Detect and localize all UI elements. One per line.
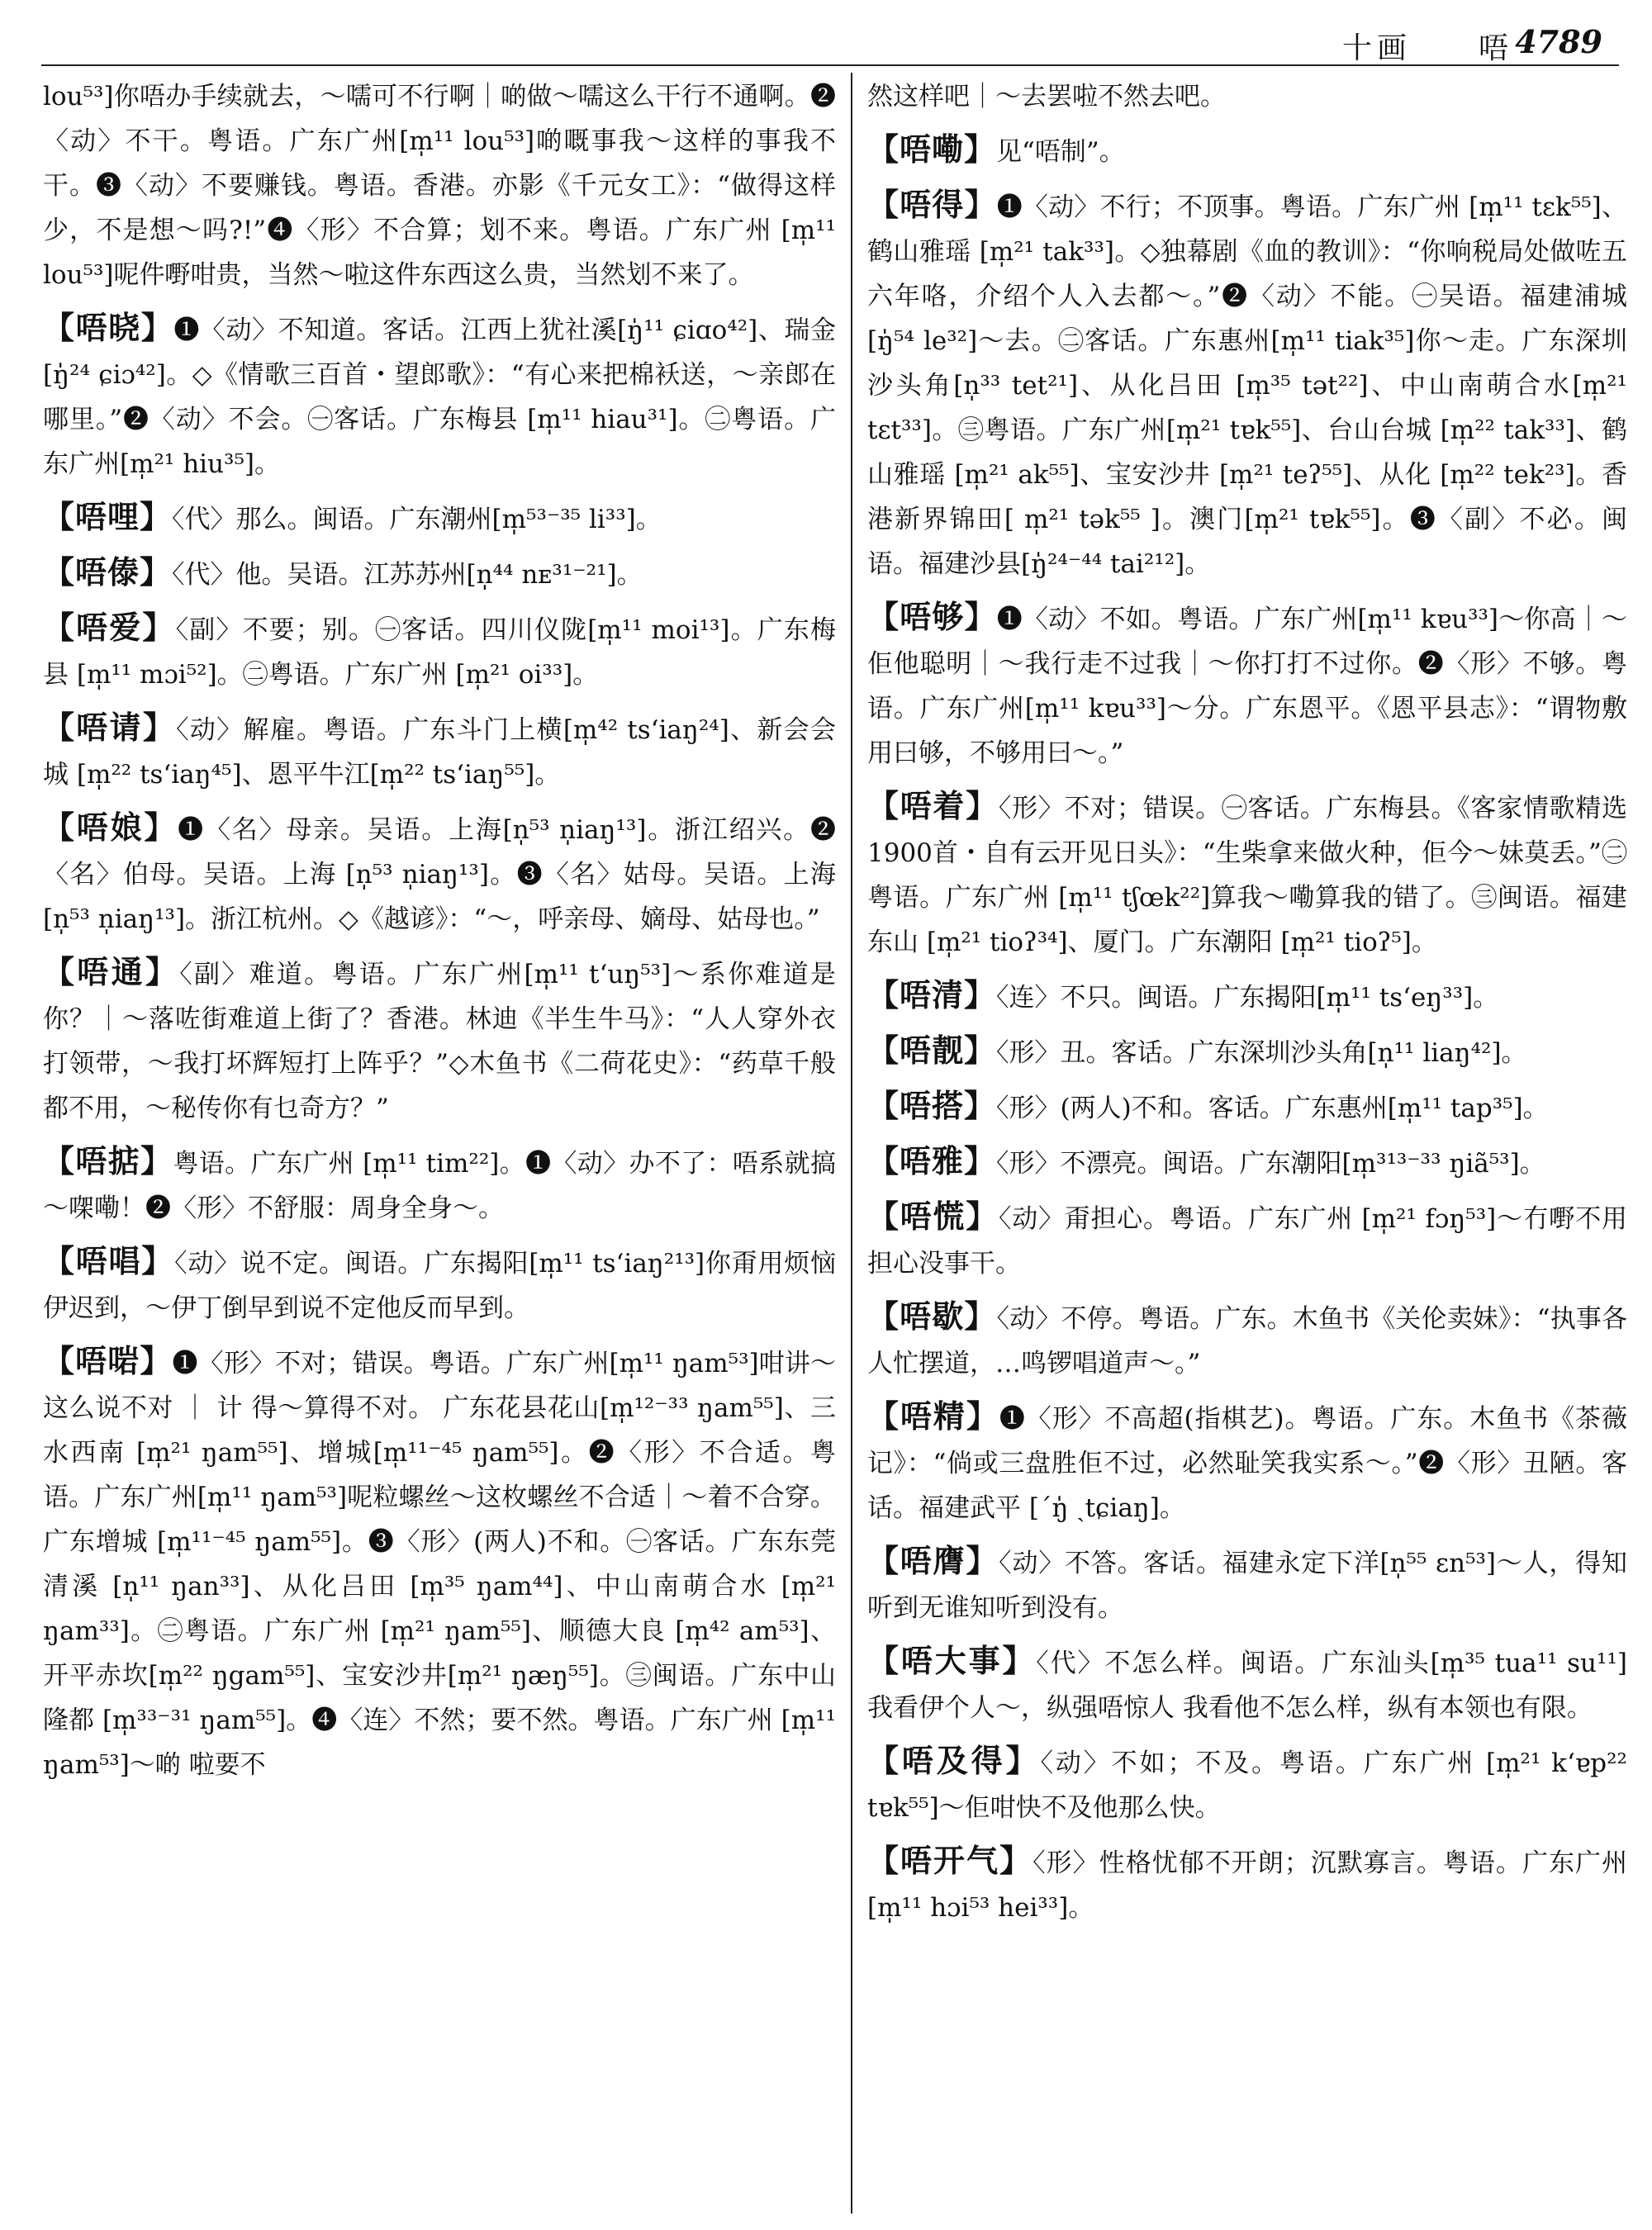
bracket-close: 】 (999, 1842, 1033, 1879)
entry-text: 〈连〉不只。闽语。广东揭阳[m̩¹¹ tsʻeŋ³³]。 (996, 983, 1499, 1013)
bracket-open: 【 (867, 598, 900, 635)
bracket-close: 】 (140, 498, 173, 535)
dictionary-entry (867, 973, 1627, 1020)
entry-text: ❶〈形〉不高超(指棋艺)。粤语。广东。木鱼书《茶薇记》：“倘或三盘胜佢不过，必然耻笑我实系～。”❷〈形〉丑陋。客话。福建武平 [ˊŋ̍ ˏtɕiaŋ]。 (867, 1404, 1627, 1523)
entry-text: 〈代〉他。吴语。江苏苏州[n̩⁴⁴ nᴇ³¹⁻²¹]。 (172, 560, 643, 590)
entry-headword: 唔啱 (75, 1342, 140, 1379)
dictionary-entry (867, 1084, 1627, 1131)
bracket-close: 】 (145, 953, 180, 990)
entry-text: ❶〈动〉不知道。客话。江西上犹社溪[ŋ̍¹¹ ɕiɑo⁴²]、瑞金 [ŋ̍²⁴ ɕiɔ⁴²]。◇《情歌三百首・望郎歌》：“有心来把棉袄送，～亲郎在哪里。”❷〈动〉不会。㊀客话。广东梅县 [m̩¹¹ hiau³¹]。㊁粤语。广东广州[m̩²¹ hiu³⁵]。 (43, 316, 836, 479)
bracket-open: 【 (867, 1642, 901, 1679)
dictionary-entry (867, 1194, 1627, 1286)
bracket-open: 【 (867, 1198, 900, 1235)
bracket-close: 】 (142, 609, 176, 646)
entry-text: 〈动〉不如；不及。粤语。广东广州 [m̩²¹ kʻɐp²² tɐk⁵⁵]～佢咁快不及他那么快。 (867, 1748, 1627, 1823)
bracket-open: 【 (867, 1142, 900, 1179)
bracket-open: 【 (43, 709, 77, 746)
bracket-close: 】 (140, 309, 174, 346)
entry-text: 〈形〉不漂亮。闽语。广东潮阳[m̩³¹³⁻³³ ŋiã⁵³]。 (996, 1149, 1545, 1179)
dictionary-entry (43, 495, 836, 542)
section-title: 十画 (1342, 31, 1412, 65)
bracket-close: 】 (140, 553, 173, 591)
bracket-close: 】 (964, 598, 997, 635)
bracket-open: 【 (43, 309, 76, 346)
entry-text: 〈动〉说不定。闽语。广东揭阳[m̩¹¹ tsʻiaŋ²¹³]你甭用烦恼伊迟到，～伊丁倒早到说不定他反而早到。 (43, 1249, 836, 1323)
entry-text: 〈副〉难道。粤语。广东广州[m̩¹¹ tʻuŋ⁵³]～系你难道是你？｜～落咗街难道上街了？香港。林迪《半生牛马》：“人人穿外衣打领带，～我打坏辉短打上阵乎？”◇木鱼书《二荷花史》：“药草千般都不用，～秘传你有乜奇方？” (43, 960, 836, 1123)
entry-headword: 唔膺 (900, 1542, 966, 1579)
entry-text: ❶〈名〉母亲。吴语。上海[n̩⁵³ n̩iaŋ¹³]。浙江绍兴。❷〈名〉伯母。吴语。上海 [n̩⁵³ n̩iaŋ¹³]。❸〈名〉姑母。吴语。上海[n̩⁵³ n̩iaŋ¹³]。浙江杭州。◇《越谚》：“～，呼亲母、嫡母、姑母也。” (43, 815, 836, 934)
entry-text: ❶〈动〉不行；不顶事。粤语。广东广州 [m̩¹¹ tɛk⁵⁵]、鹤山雅瑶 [m̩²¹ tak³³]。◇独幕剧《血的教训》：“你响税局处做咗五六年咯，介绍个人入去都～。”❷〈动〉不能。㊀吴语。福建浦城 [ŋ̍⁵⁴ le³²]～去。㊁客话。广东惠州[m̩¹¹ tiak³⁵]你～走。广东深圳沙头角[n̩³³ tet²¹]、从化吕田 [m̩³⁵ tət²²]、中山南萌合水[m̩²¹ tɛt³³]。㊂粤语。广东广州[m̩²¹ tɐk⁵⁵]、台山台城 [m̩²² tak³³]、鹤山雅瑶 [m̩²¹ ak⁵⁵]、宝安沙井 [m̩²¹ teʔ⁵⁵]、从化 [m̩²² tek²³]。香港新界锦田[ m̩²¹ tək⁵⁵ ]。澳门[m̩²¹ tɐk⁵⁵]。❸〈副〉不必。闽语。福建沙县[ŋ̍²⁴⁻⁴⁴ tai²¹²]。 (867, 192, 1627, 579)
bracket-open: 【 (43, 498, 76, 535)
header-rule (41, 64, 1619, 66)
entry-headword: 唔得 (900, 186, 965, 223)
bracket-close: 】 (964, 130, 997, 168)
entry-text: ❶〈形〉不对；错误。粤语。广东广州[m̩¹¹ ŋam⁵³]咁讲～ 这么说不对 ｜ 计 得～算得不对。 广东花县花山[m̩¹²⁻³³ ŋam⁵⁵]、三水西南 [m̩²¹ ŋam⁵⁵]、增城[m̩¹¹⁻⁴⁵ ŋam⁵⁵]。❷〈形〉不合适。粤语。广东广州[m̩¹¹ ŋam⁵³]呢粒螺丝～这枚螺丝不合适｜～着不合穿。广东增城 [m̩¹¹⁻⁴⁵ ŋam⁵⁵]。❸〈形〉(两人)不和。㊀客话。广东东莞清溪 [n̩¹¹ ŋan³³]、从化吕田 [m̩³⁵ ŋam⁴⁴]、中山南萌合水 [m̩²¹ ŋam³³]。㊁粤语。广东广州 [m̩²¹ ŋam⁵⁵]、顺德大良 [m̩⁴² am⁵³]、开平赤坎[m̩²² ŋgam⁵⁵]、宝安沙井[m̩²¹ ŋæŋ⁵⁵]。㊂闽语。广东中山隆都 [m̩³³⁻³¹ ŋam⁵⁵]。❹〈连〉不然；要不然。粤语。广东广州 [m̩¹¹ ŋam⁵³]～啲 啦要不 (43, 1349, 836, 1780)
entry-text: 〈副〉不要；别。㊀客话。四川仪陇[m̩¹¹ moi¹³]。广东梅县 [m̩¹¹ mɔi⁵²]。㊁粤语。广东广州 [m̩²¹ oi³³]。 (43, 615, 836, 690)
dictionary-entry (867, 127, 1627, 174)
page-number: 4789 (1515, 23, 1602, 60)
bracket-open: 【 (43, 1142, 76, 1179)
dictionary-entry (867, 1394, 1627, 1530)
bracket-open: 【 (867, 1397, 900, 1435)
bracket-open: 【 (867, 1032, 900, 1069)
dictionary-entry (43, 1239, 836, 1331)
entry-headword: 唔搭 (900, 1087, 965, 1124)
entry-headword: 唔哩 (75, 498, 140, 535)
entry-continuation (867, 74, 1627, 119)
entry-text: 见“唔制”。 (996, 137, 1125, 167)
bracket-close: 】 (144, 809, 178, 846)
bracket-open: 【 (43, 553, 76, 591)
dictionary-entry (867, 1539, 1627, 1630)
entry-text: 〈形〉不对；错误。㊀客话。广东梅县。《客家情歌精选1900首・自有云开见日头》：“生柴拿来做火种，佢今～妹莫丢。”㊁粤语。广东广州 [m̩¹¹ tʃœk²²]算我～嘞算我的错了。㊂闽语。福建东山 [m̩²¹ tioʔ³⁴]、厦门。广东潮阳 [m̩²¹ tioʔ⁵]。 (867, 794, 1627, 957)
entry-text: ❶〈动〉不如。粤语。广东广州[m̩¹¹ kɐu³³]～你高｜～佢他聪明｜～我行走不过我｜～你打打不过你。❷〈形〉不够。粤语。广东广州[m̩¹¹ kɐu³³]～分。广东恩平。《恩平县志》：“谓物敷用曰够，不够用曰～。” (867, 605, 1627, 768)
bracket-open: 【 (867, 1087, 900, 1124)
entry-text: 〈形〉性格忧郁不开朗；沉默寡言。粤语。广东广州 [m̩¹¹ hɔi⁵³ hei³³]。 (867, 1848, 1627, 1923)
bracket-close: 】 (964, 1087, 997, 1124)
bracket-close: 】 (964, 1032, 997, 1069)
bracket-close: 】 (142, 709, 177, 746)
entry-headword: 唔娘 (76, 809, 145, 846)
entry-headword: 唔大事 (900, 1642, 1003, 1679)
dictionary-entry (867, 183, 1627, 586)
entry-text: 〈动〉解雇。粤语。广东斗门上横[m̩⁴² tsʻiaŋ²⁴]、新会会城 [m̩²² tsʻiaŋ⁴⁵]、恩平牛江[m̩²² tsʻiaŋ⁵⁵]。 (43, 715, 836, 790)
entry-text: 粤语。广东广州 [m̩¹¹ tim²²]。❶〈动〉办不了：唔系就搞～㗎嘞！❷〈形〉不舒服：周身全身～。 (43, 1149, 836, 1223)
entry-headword: 唔爱 (76, 609, 143, 646)
bracket-open: 【 (867, 976, 900, 1013)
dictionary-entry (43, 805, 836, 942)
dictionary-entry (43, 306, 836, 486)
bracket-close: 】 (140, 1342, 173, 1379)
entry-headword: 唔晓 (75, 309, 141, 346)
bracket-close: 】 (1002, 1642, 1037, 1679)
bracket-close: 】 (141, 1242, 175, 1279)
header-char: 唔 (1479, 31, 1514, 65)
dictionary-entry (43, 705, 836, 797)
dictionary-entry (867, 1294, 1627, 1386)
dictionary-entry (867, 1839, 1627, 1930)
dictionary-entry (43, 950, 836, 1131)
bracket-open: 【 (867, 1542, 900, 1579)
entry-headword: 唔唱 (75, 1242, 142, 1279)
dictionary-entry (867, 784, 1627, 965)
entry-headword: 唔通 (77, 953, 145, 990)
entry-headword: 唔掂 (75, 1142, 141, 1179)
entry-headword: 唔开气 (900, 1842, 1000, 1879)
entry-headword: 唔够 (900, 598, 965, 635)
entry-text: 〈形〉(两人)不和。客话。广东惠州[m̩¹¹ tap³⁵]。 (996, 1094, 1549, 1123)
bracket-close: 】 (966, 787, 999, 824)
bracket-close: 】 (966, 1542, 999, 1579)
entry-text: lou⁵³]你唔办手续就去，～嚅可不行啊｜啲做～嚅这么干行不通啊。❷〈动〉不干。粤语。广东广州[m̩¹¹ lou⁵³]啲嘅事我～这样的事我不干。❸〈动〉不要赚钱。粤语。香港。亦影《千元女工》：“做得这样少，不是想～吗?!”❹〈形〉不合算；划不来。粤语。广东广州 [m̩¹¹ lou⁵³]呢件嘢咁贵，当然～啦这件东西这么贵，当然划不来了。 (43, 82, 836, 290)
entry-headword: 唔嘞 (900, 130, 965, 168)
entry-text: 然这样吧｜～去罢啦不然去吧。 (867, 82, 1226, 112)
right-column (867, 74, 1627, 1938)
entry-text: 〈代〉不怎么样。闽语。广东汕头[m̩³⁵ tua¹¹ su¹¹] 我看伊个人～，纵强唔惊人 我看他不怎么样，纵有本领也有限。 (867, 1649, 1627, 1723)
entry-headword: 唔靓 (900, 1032, 965, 1069)
dictionary-entry (43, 550, 836, 597)
column-divider (851, 73, 852, 2213)
entry-headword: 唔歇 (900, 1298, 965, 1335)
entry-continuation (43, 74, 836, 297)
dictionary-entry (43, 605, 836, 697)
dictionary-entry (43, 1139, 836, 1231)
bracket-close: 】 (964, 976, 997, 1013)
entry-text: 〈代〉那么。闽语。广东潮州[m̩⁵³⁻³⁵ li³³]。 (172, 505, 662, 534)
bracket-open: 【 (867, 130, 900, 168)
dictionary-entry (867, 1139, 1627, 1186)
bracket-open: 【 (43, 609, 77, 646)
bracket-open: 【 (43, 953, 78, 990)
dictionary-entry (43, 1339, 836, 1787)
entry-headword: 唔着 (900, 787, 966, 824)
bracket-open: 【 (867, 1298, 900, 1335)
entry-headword: 唔请 (76, 709, 143, 746)
bracket-close: 】 (966, 1198, 999, 1235)
entry-headword: 唔精 (900, 1397, 966, 1435)
entry-text: 〈形〉丑。客话。广东深圳沙头角[n̩¹¹ liaŋ⁴²]。 (996, 1038, 1527, 1068)
entry-headword: 唔清 (900, 976, 965, 1013)
dictionary-entry (867, 1028, 1627, 1075)
entry-headword: 唔慌 (900, 1198, 966, 1235)
bracket-close: 】 (964, 1142, 997, 1179)
entry-headword: 唔及得 (901, 1742, 1006, 1779)
bracket-open: 【 (867, 1742, 902, 1779)
bracket-close: 】 (964, 1298, 997, 1335)
entry-text: 〈动〉甭担心。粤语。广东广州 [m̩²¹ fɔŋ⁵³]～冇嘢不用担心没事干。 (867, 1204, 1627, 1279)
bracket-open: 【 (867, 787, 900, 824)
dictionary-entry (867, 1739, 1627, 1830)
bracket-open: 【 (43, 1242, 76, 1279)
dictionary-entry (867, 1639, 1627, 1730)
entry-headword: 唔傣 (75, 553, 140, 591)
dictionary-entry (867, 595, 1627, 776)
bracket-close: 】 (140, 1142, 173, 1179)
bracket-open: 【 (867, 186, 900, 223)
bracket-close: 】 (964, 186, 997, 223)
bracket-open: 【 (867, 1842, 901, 1879)
bracket-open: 【 (43, 809, 77, 846)
bracket-close: 】 (966, 1397, 999, 1435)
entry-text: 〈动〉不答。客话。福建永定下洋[n̩⁵⁵ ɛn⁵³]～人，得知听到无谁知听到没有。 (867, 1549, 1627, 1623)
bracket-open: 【 (43, 1342, 76, 1379)
bracket-close: 】 (1005, 1742, 1041, 1779)
left-column (43, 74, 836, 1796)
entry-headword: 唔雅 (900, 1142, 965, 1179)
entry-text: 〈动〉不停。粤语。广东。木鱼书《关伦卖妹》：“执事各人忙摆道，…鸣锣唱道声～。” (867, 1304, 1627, 1378)
page-header (0, 0, 1652, 65)
